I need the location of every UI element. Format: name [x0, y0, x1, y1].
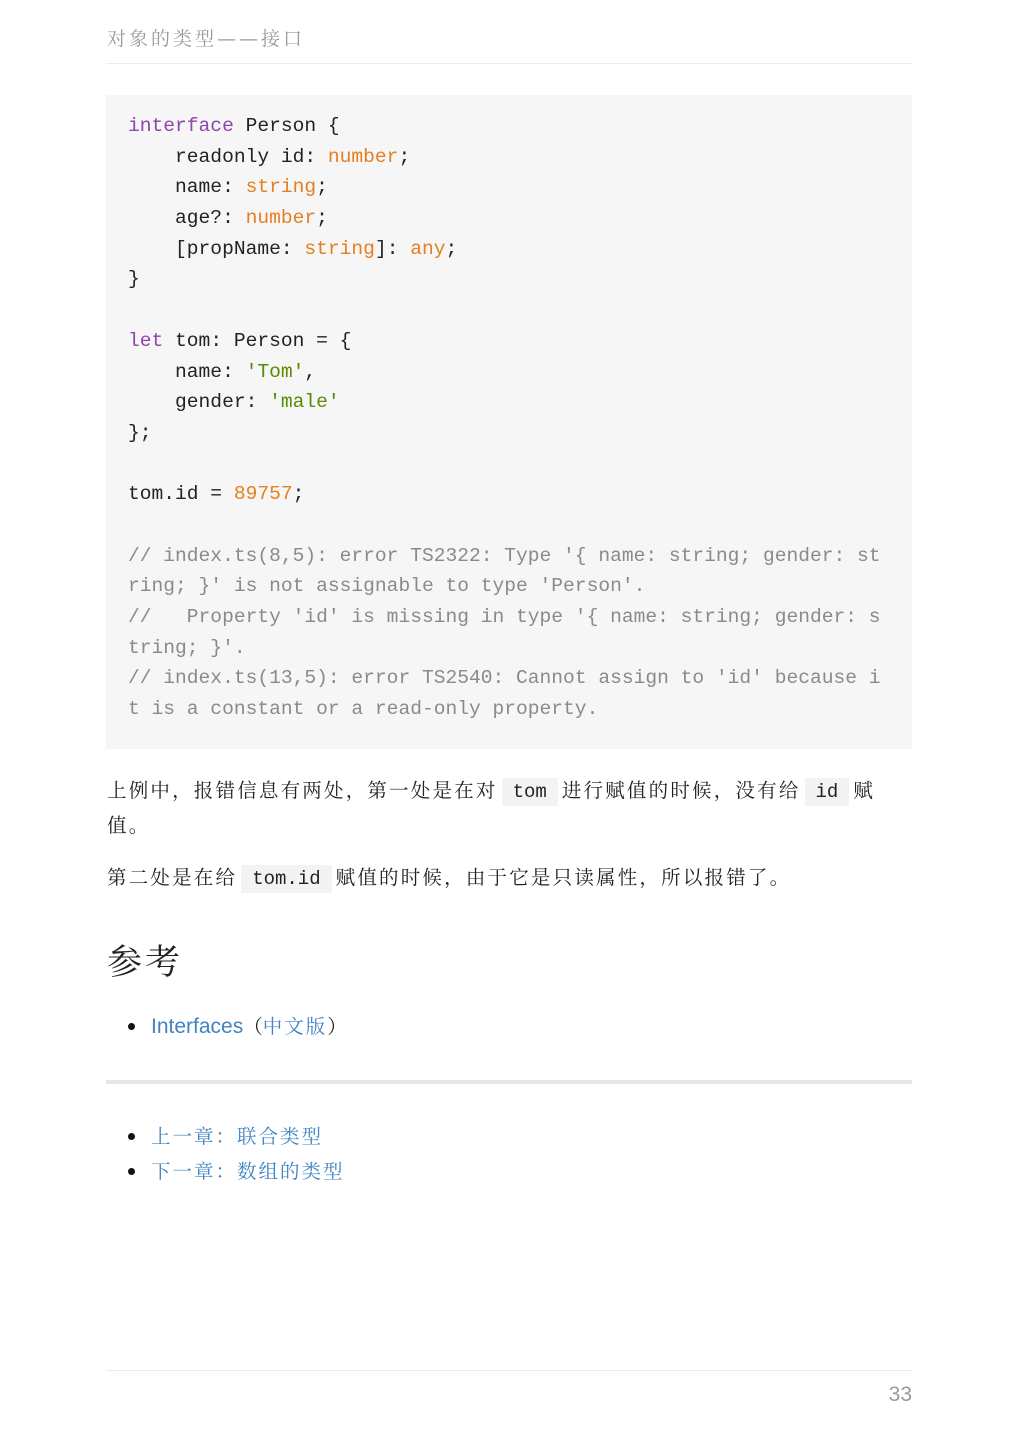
code-token: };: [128, 421, 152, 444]
code-token: ;: [398, 145, 411, 168]
code-token: gender:: [128, 391, 270, 414]
code-line: [128, 111, 890, 142]
code-token: interface: [128, 115, 234, 137]
paragraph-text: 进行赋值的时候，没有给: [561, 779, 801, 802]
next-chapter-link[interactable]: 下一章：数组的类型: [151, 1160, 345, 1183]
code-token: number: [327, 145, 399, 168]
paragraph-readonly-explanation: [107, 861, 912, 896]
code-line: [128, 295, 890, 326]
code-line: [128, 571, 890, 602]
code-line: [128, 602, 890, 633]
list-item: [128, 1154, 345, 1189]
code-line: [128, 387, 890, 418]
code-token: t is a constant or a read-only property.: [128, 698, 599, 721]
code-token: ;: [445, 237, 458, 260]
code-token: ring; }' is not assignable to type 'Person'.: [128, 575, 646, 598]
section-divider: [106, 1080, 912, 1084]
code-token: name:: [128, 176, 246, 199]
interfaces-link[interactable]: Interfaces: [151, 1015, 244, 1038]
code-line: [128, 357, 890, 388]
code-token: number: [245, 207, 317, 230]
paragraph-error-explanation: [107, 774, 912, 842]
list-item: [128, 1009, 347, 1044]
code-token: ;: [316, 176, 328, 199]
code-token: // Property 'id' is missing in type '{ name: string; gender: s: [128, 606, 881, 628]
chapter-nav-list: [128, 1119, 345, 1189]
code-token: ,: [304, 360, 317, 383]
code-line: [128, 449, 890, 480]
code-token: 'male': [269, 391, 340, 414]
code-line: [128, 142, 890, 173]
code-token: tom: Person = {: [163, 329, 352, 352]
code-line: [128, 510, 890, 541]
code-token: any: [410, 237, 446, 260]
paragraph-text: 第二处是在给: [107, 866, 238, 889]
code-token: name:: [128, 360, 246, 383]
code-line: [128, 264, 890, 295]
code-token: tring; }'.: [128, 636, 246, 659]
code-line: [128, 479, 890, 510]
code-token: 89757: [233, 483, 293, 506]
paragraph-text: 赋值的时候，由于它是只读属性，所以报错了。: [335, 866, 792, 889]
header-divider: [106, 63, 912, 64]
code-token: // index.ts(8,5): error TS2322: Type '{ name: string; gender: st: [128, 544, 881, 567]
page-number: 33: [888, 1383, 912, 1406]
code-line: [128, 234, 890, 265]
paren-open: （: [243, 1015, 263, 1038]
paragraph-text: 赋值。: [107, 779, 876, 837]
code-line: [128, 663, 890, 694]
code-token: let: [128, 329, 164, 352]
code-token: [propName:: [128, 237, 305, 260]
running-header: 对象的类型——接口: [107, 28, 306, 50]
code-token: readonly id:: [128, 145, 328, 168]
code-line: [128, 418, 890, 449]
code-token: // index.ts(13,5): error TS2540: Cannot assign to 'id' because i: [128, 667, 881, 690]
code-token: ;: [316, 207, 328, 230]
section-heading-references: 参考: [107, 943, 184, 983]
code-line: [128, 633, 890, 664]
code-line: [128, 541, 890, 572]
footer-divider: [106, 1370, 912, 1371]
inline-code-tom: tom: [502, 778, 558, 806]
code-token: tom.id =: [128, 483, 234, 506]
inline-code-id: id: [805, 778, 850, 806]
paren-close: ）: [327, 1015, 347, 1038]
code-line: [128, 326, 890, 357]
code-line: [128, 694, 890, 725]
interfaces-cn-link[interactable]: 中文版: [262, 1015, 328, 1038]
code-block: [106, 95, 912, 749]
code-token: ;: [292, 483, 305, 506]
prev-chapter-link[interactable]: 上一章：联合类型: [151, 1125, 324, 1148]
code-line: [128, 203, 890, 234]
code-token: 'Tom': [245, 360, 305, 383]
inline-code-tom-id: tom.id: [241, 865, 331, 893]
code-line: [128, 172, 890, 203]
code-token: }: [128, 268, 140, 291]
code-token: string: [304, 237, 375, 260]
reference-list: [128, 1009, 347, 1044]
code-token: ]:: [374, 237, 411, 260]
code-token: Person {: [233, 115, 340, 137]
code-token: age?:: [128, 207, 246, 230]
list-item: [128, 1119, 345, 1154]
paragraph-text: 上例中，报错信息有两处，第一处是在对: [107, 779, 498, 802]
code-token: string: [245, 176, 317, 199]
